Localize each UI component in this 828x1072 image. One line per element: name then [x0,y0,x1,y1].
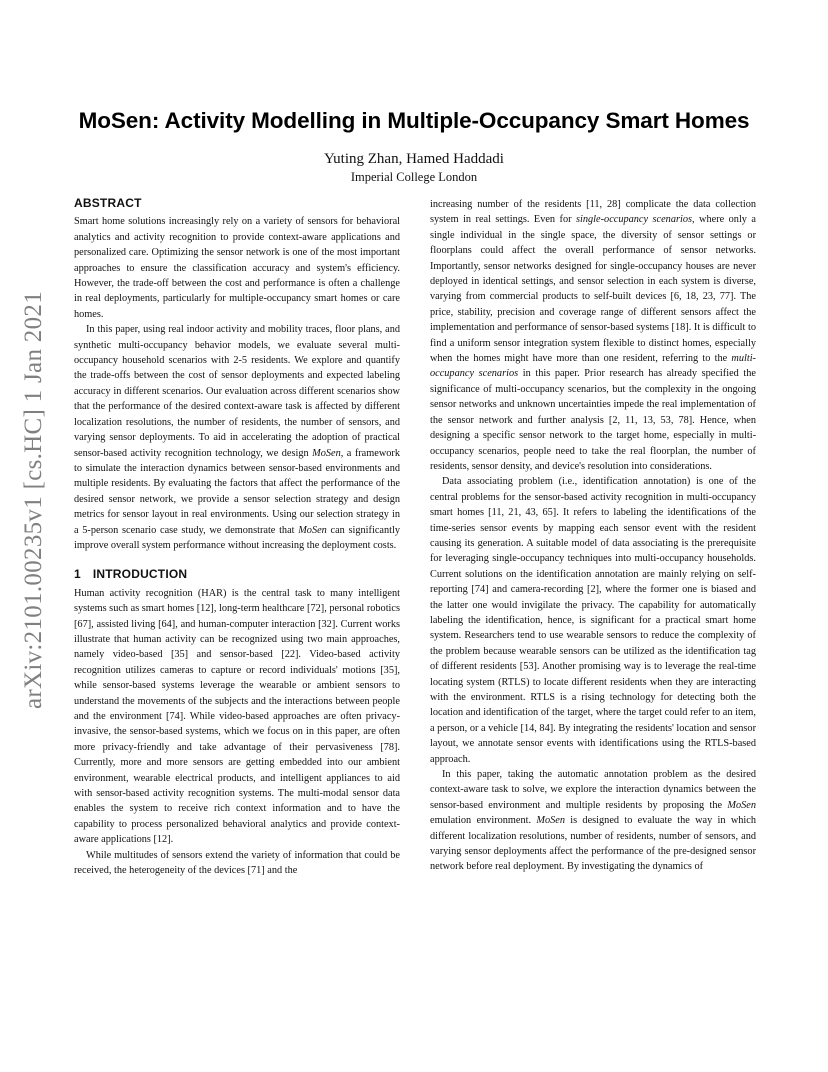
abstract-paragraph-1: Smart home solutions increasingly rely on a variety of sensors for behavioral analytics and activity recognition to provide context-aware applications and personalized care. Optimizing the sensor network is one of the most important approaches to ensure the classification accuracy and system's efficiency. However, the trade-off between the cost and performance is often a challenge in real deployments, particularly for multiple-occupancy smart homes or care homes. [74,216,400,320]
paper-title: MoSen: Activity Modelling in Multiple-Occupancy Smart Homes [78,108,750,133]
right-paragraph-1: increasing number of the residents [11, 28] complicate the data collection system in real settings. Even for single-occupancy scenarios, where only a single individual in the single space, the diversity of sensor settings or floorplans could affect the overall performance of sensor networks. Importantly, sensor networks designed for single-occupancy houses are never deployed in identical settings, and sensor selection in each system is diverse, varying from commercial products to self-built devices [6, 18, 23, 77]. The price, stability, precision and coverage range of different sensors affect the implementation and performance of sensor-based systems [18]. It is difficult to find a uniform sensor integration system flexible to distinct homes, especially when the homes might have more than one resident, referring to the multi-occupancy scenarios in this paper. Prior research has already specified the significance of multi-occupancy scenarios, but the complexity in the ongoing sensor networks and unknown uncertainties impede the real implementation of the sensor network and further analysis [2, 11, 13, 53, 78]. Hence, when designing a specific sensor network to the target home, especially in multi-occupancy scenarios, people need to take the real floorplan, the number of residents, sensor density, and device's resolution into considerations. [430,199,756,472]
paper-authors: Yuting Zhan, Hamed Haddadi [324,151,504,167]
arxiv-identifier-text: arXiv:2101.00235v1 [cs.HC] 1 Jan 2021 [20,291,47,709]
intro-paragraph-2: While multitudes of sensors extend the variety of information that could be received, the heterogeneity of the devices [71] and the [74,849,400,877]
abstract-paragraph-2: In this paper, using real indoor activity and mobility traces, floor plans, and synthetic multi-occupancy behavior models, we evaluate several multi-occupancy household scenarios with 2-5 residents. We explore and quantify the trade-offs between the cost of sensor deployments and expected labeling accuracy in different scenarios. Our evaluation across different scenarios show that the performance of the desired context-aware task is affected by different localization resolutions, the number of residents, the number of sensors, and varying sensor deployments. To aid in accelerating the adoption of practical sensor-based activity recognition technology, we design MoSen, a framework to simulate the interaction dynamics between sensor-based environments and multiple residents. By evaluating the factors that affect the performance of the desired sensor network, we provide a sensor selection strategy and design metrics for sensor layout in real environments. Using our selection strategy in a 5-person scenario case study, we demonstrate that MoSen can significantly improve overall system performance without increasing the deployment costs. [74,324,400,551]
left-column [74,196,400,878]
paper-affiliation: Imperial College London [350,170,478,184]
section-number: 1 [74,567,81,582]
intro-paragraph-1: Human activity recognition (HAR) is the central task to many intelligent systems such as smart homes [12], long-term healthcare [72], personal robotics [67], assisted living [64], and human-computer interaction [32]. Current works illustrate that human activity can be recognized using two main approaches, namely video-based [35] and sensor-based [22]. Video-based activity recognition utilizes cameras to capture or record individuals' motions [35], while sensor-based systems leverage the wearable or ambient sensors to understand the movements of the subjects and the interactions between people and the environment [74]. While video-based approaches are often privacy-invasive, the sensor-based systems, which we focus on in this paper, are often more privacy-friendly and take advantage of their pervasiveness [78]. Currently, more and more sensors are getting embedded into our ambient environment, wearable electrical products, and intelligent appliances to aid with sensor-based activity recognition systems. The multi-modal sensor data enables the system to receive rich context information and to have the capability to process personalized behavioral analytics and provide context-aware applications [12]. [74,587,400,846]
abstract-heading: ABSTRACT [74,196,142,210]
right-column [430,197,756,875]
arxiv-identifier-stamp [14,291,54,709]
section-title: INTRODUCTION [92,567,188,582]
right-paragraph-2: Data associating problem (i.e., identification annotation) is one of the central problems for the sensor-based activity recognition in multi-occupancy smart homes [11, 21, 43, 65]. It refers to labeling the identifications of the time-series sensor events by mapping each sensor event with the resident causing its generation. A suitable model of data associating is the prerequisite for leveraging single-occupancy techniques into multi-occupancy households. Current solutions on the identification annotation are mainly relying on self-reporting [74] and camera-recording [2], where the former one is biased and the latter one would invigilate the privacy. The capability for automatically labeling the identification, hence, is significant for a practical smart home system. Researchers tend to use wearable sensors to reduce the complexity of the problem because wearable sensors can be utilized as the identification tag of different residents [53]. Another promising way is to leverage the real-time locating system (RTLS) to locate different residents when they are interacting with the environment. RTLS is a rising technology for detecting both the location and identification of the target, where the target could refer to an item, a person, or a vehicle [14, 84]. By integrating the residents' location and sensor layout, we annotate sensor events with identifications using the RTLS-based approach. [430,476,756,765]
right-paragraph-3: In this paper, taking the automatic annotation problem as the desired context-aware task to solve, we explore the interaction dynamics between the sensor-based environment and multiple residents by proposing the MoSen emulation environment. MoSen is designed to evaluate the way in which different localization resolutions, number of residents, number of sensors, and varying sensor deployments affect the performance of the pre-designed sensor network before real deployment. By investigating the dynamics of [430,769,757,873]
introduction-heading [74,567,400,582]
